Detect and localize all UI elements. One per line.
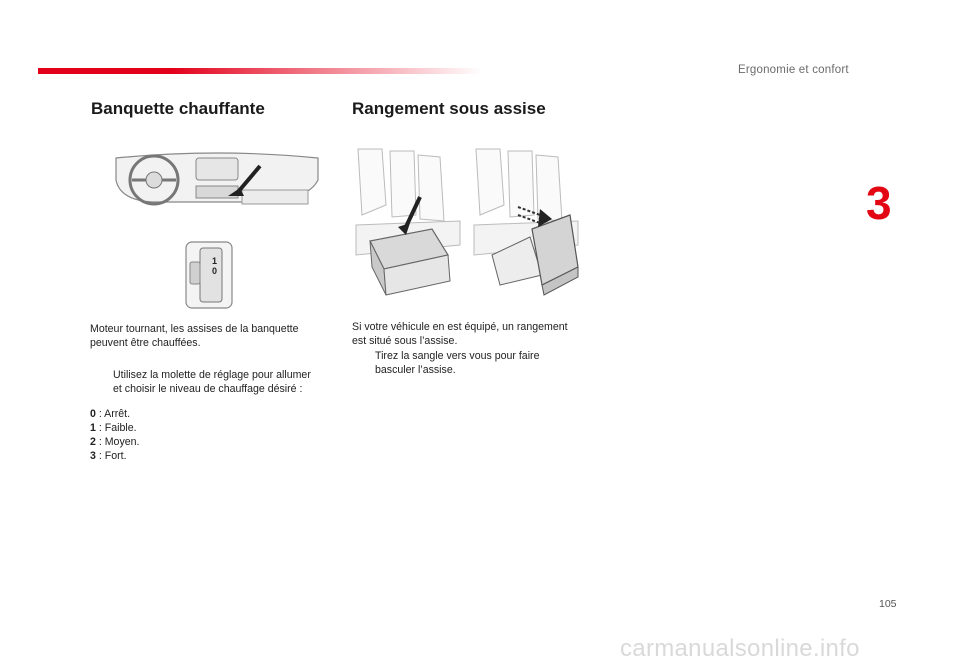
watermark: carmanualsonline.info	[620, 635, 860, 662]
storage-intro	[352, 320, 568, 348]
level-item-2: 2 : Moyen.	[90, 436, 140, 448]
heated-bench-instruction-line-1: Utilisez la molette de réglage pour allumer	[113, 369, 311, 381]
heated-bench-intro-line-2: peuvent être chauffées.	[90, 337, 201, 349]
heated-bench-intro	[90, 322, 298, 350]
dashboard-illustration	[112, 150, 322, 220]
knob-label-1: 1	[212, 256, 218, 266]
heating-levels-list	[90, 407, 139, 463]
heated-bench-instruction	[90, 368, 340, 398]
under-seat-storage-title: Rangement sous assise	[352, 99, 546, 118]
heated-bench-intro-line-1: Moteur tournant, les assises de la banquette	[90, 323, 299, 335]
heated-bench-title: Banquette chauffante	[91, 99, 265, 118]
heating-knob-illustration	[184, 240, 234, 310]
storage-instruction-line-1: Tirez la sangle vers vous pour faire	[375, 350, 540, 362]
level-item-0: 0 : Arrêt.	[90, 408, 131, 420]
storage-instruction-line-2: basculer l’assise.	[375, 364, 456, 376]
header-accent-bar	[38, 68, 483, 74]
page-number: 105	[879, 598, 897, 610]
section-label: Ergonomie et confort	[738, 64, 849, 76]
knob-label-0: 0	[212, 266, 218, 276]
chapter-number: 3	[866, 177, 892, 229]
seat-storage-illustration-open	[470, 145, 582, 305]
storage-intro-line-2: est situé sous l’assise.	[352, 335, 458, 347]
storage-intro-line-1: Si votre véhicule en est équipé, un rangement	[352, 321, 568, 333]
seat-storage-illustration-closed	[352, 145, 464, 305]
knob-level-labels	[212, 256, 217, 276]
storage-instruction	[352, 349, 602, 379]
level-item-3: 3 : Fort.	[90, 450, 127, 462]
heated-bench-instruction-line-2: et choisir le niveau de chauffage désiré :	[113, 383, 303, 395]
level-item-1: 1 : Faible.	[90, 422, 137, 434]
